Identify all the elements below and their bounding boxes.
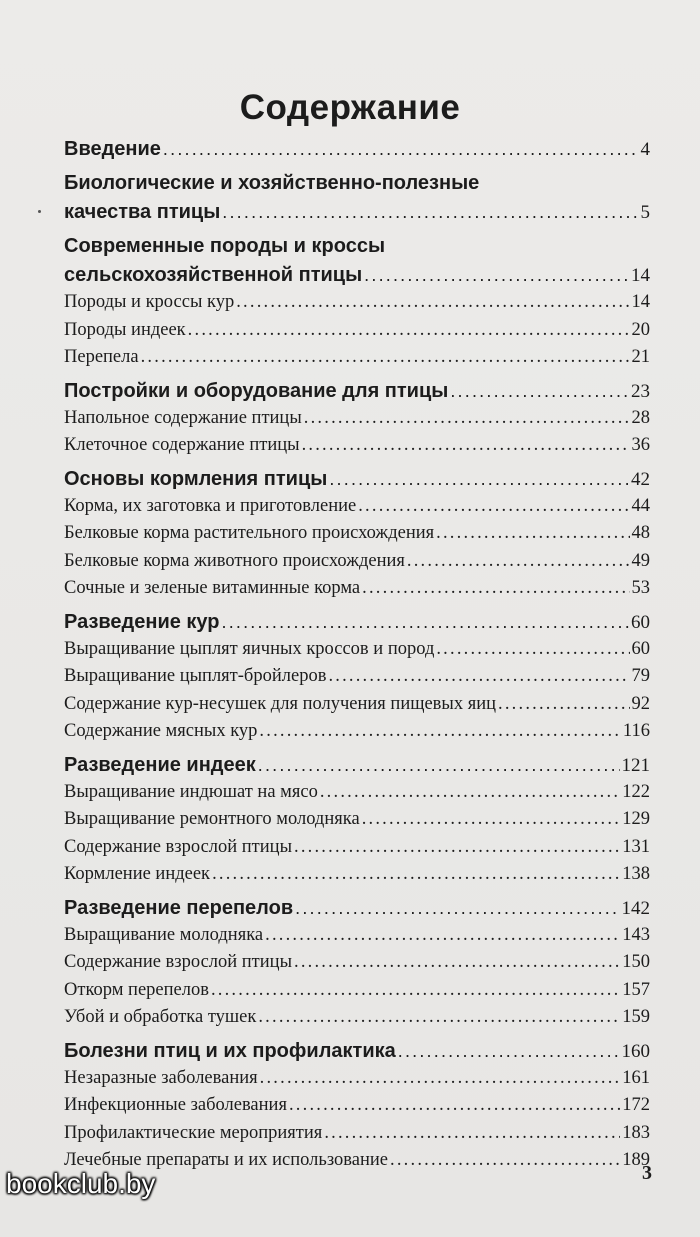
- toc-chapter-entry: [64, 608, 650, 636]
- toc-chapter-entry: [64, 751, 650, 779]
- dot-leader: [236, 289, 629, 317]
- toc-entry-label: Убой и обработка тушек: [64, 1007, 257, 1027]
- toc-entry-label: Введение: [64, 138, 161, 160]
- toc-page-number: 42: [631, 468, 650, 490]
- toc-entry-label: Белковые корма животного происхождения: [64, 550, 405, 571]
- toc-entry-label: Содержание кур-несушек для получения пищевых яиц: [64, 693, 497, 714]
- toc-section-entry: [64, 575, 650, 603]
- toc-chapter-entry: [64, 1037, 650, 1065]
- toc-page-number: 143: [622, 924, 650, 945]
- toc-section-entry: [64, 834, 650, 862]
- toc-page-number: 131: [622, 836, 650, 857]
- dot-leader: [302, 432, 630, 460]
- toc-entry-label: Лечебные препараты и их использование: [64, 1150, 389, 1170]
- toc-entry-label: качества птицы: [64, 201, 221, 223]
- toc-section-entry: [64, 861, 650, 889]
- dot-leader: [259, 718, 621, 746]
- dot-leader: [260, 1065, 621, 1093]
- toc-entry-label: Выращивание ремонтного молодняка: [64, 809, 360, 829]
- toc-section-entry: [64, 691, 650, 719]
- toc-entry-label: Разведение индеек: [64, 753, 256, 776]
- toc-entry-label: Корма, их заготовка и приготовление: [64, 495, 357, 516]
- toc-entry-label: Инфекционные заболевания: [64, 1095, 287, 1115]
- toc-section-entry: [64, 718, 650, 746]
- toc-page-number: 48: [631, 523, 650, 543]
- toc-page-number: 122: [622, 781, 650, 802]
- toc-page-number: 150: [622, 952, 650, 972]
- toc-page-number: 60: [631, 611, 650, 633]
- toc-section-entry: [64, 1065, 650, 1093]
- dot-leader: [390, 1147, 620, 1175]
- dot-leader: [141, 344, 630, 372]
- toc-entry-label: Клеточное содержание птицы: [64, 435, 300, 455]
- toc-page-number: 160: [621, 1040, 650, 1062]
- toc-entry-label: Белковые корма растительного происхождения: [64, 523, 435, 543]
- dot-leader: [436, 636, 629, 664]
- toc-page-number: 129: [622, 809, 650, 829]
- dot-leader: [304, 405, 630, 433]
- table-of-contents: [64, 130, 650, 1175]
- dot-leader: [265, 922, 620, 950]
- toc-section-entry: [64, 289, 650, 317]
- dot-leader: [329, 465, 629, 493]
- dot-leader: [222, 198, 638, 226]
- toc-entry-label: Профилактические мероприятия: [64, 1122, 323, 1143]
- toc-section-entry: [64, 977, 650, 1005]
- toc-page-number: 189: [622, 1150, 650, 1170]
- dot-leader: [258, 1004, 620, 1032]
- toc-section-entry: [64, 806, 650, 834]
- dot-leader: [212, 861, 620, 889]
- toc-page-number: 20: [631, 319, 650, 340]
- toc-section-entry: [64, 493, 650, 521]
- toc-entry-label: Породы индеек: [64, 319, 186, 340]
- toc-section-entry: [64, 779, 650, 807]
- toc-entry-label: Перепела: [64, 347, 139, 367]
- site-watermark: bookclub.by: [6, 1168, 156, 1199]
- toc-page-number: 21: [631, 347, 650, 367]
- toc-entry-label: Постройки и оборудование для птицы: [64, 379, 449, 402]
- toc-page-number: 183: [622, 1122, 650, 1143]
- toc-entry-label: сельскохозяйственной птицы: [64, 264, 363, 286]
- toc-page-number: 28: [631, 407, 650, 428]
- toc-entry-label: Содержание мясных кур: [64, 721, 258, 741]
- toc-page-number: 5: [640, 202, 650, 223]
- toc-section-entry: [64, 949, 650, 977]
- toc-chapter-entry: [64, 894, 650, 922]
- toc-chapter-entry: [64, 261, 650, 289]
- dot-leader: [498, 691, 629, 719]
- toc-page-number: 121: [621, 754, 650, 776]
- toc-page-number: 44: [631, 495, 650, 516]
- page-title: Содержание: [239, 88, 461, 127]
- toc-page-number: 14: [631, 292, 650, 312]
- dot-leader: [222, 608, 630, 636]
- print-speck: [38, 210, 41, 213]
- toc-entry-label: Содержание взрослой птицы: [64, 952, 292, 972]
- dot-leader: [294, 834, 620, 862]
- dot-leader: [328, 663, 629, 691]
- toc-section-entry: [64, 1004, 650, 1032]
- toc-chapter-entry: [64, 465, 650, 493]
- toc-section-entry: [64, 548, 650, 576]
- toc-section-entry: [64, 520, 650, 548]
- toc-chapter-entry: [64, 377, 650, 405]
- toc-entry-label: Выращивание молодняка: [64, 924, 264, 945]
- toc-page-number: 159: [622, 1007, 650, 1027]
- dot-leader: [258, 751, 620, 779]
- toc-page-number: 14: [631, 265, 650, 286]
- toc-page-number: 142: [621, 897, 650, 919]
- dot-leader: [362, 806, 621, 834]
- toc-page-number: 79: [631, 666, 650, 686]
- toc-chapter-title-line: Современные породы и кроссы: [64, 235, 386, 257]
- toc-chapter-title-line: Биологические и хозяйственно-полезные: [64, 172, 480, 194]
- toc-page-number: 161: [622, 1067, 650, 1088]
- toc-entry-label: Разведение перепелов: [64, 896, 294, 919]
- dot-leader: [163, 135, 639, 163]
- toc-entry-label: Разведение кур: [64, 610, 220, 633]
- toc-entry-label: Болезни птиц и их профилактика: [64, 1039, 396, 1062]
- toc-section-entry: [64, 922, 650, 950]
- toc-chapter-entry: [64, 198, 650, 226]
- toc-page-number: 23: [631, 380, 650, 402]
- dot-leader: [320, 779, 620, 807]
- dot-leader: [211, 977, 620, 1005]
- toc-page-number: 49: [631, 550, 650, 571]
- dot-leader: [295, 894, 619, 922]
- dot-leader: [450, 377, 629, 405]
- toc-entry-label: Незаразные заболевания: [64, 1067, 258, 1088]
- toc-page-number: 138: [622, 864, 650, 884]
- dot-leader: [364, 261, 629, 289]
- toc-entry-label: Напольное содержание птицы: [64, 407, 302, 428]
- toc-section-entry: [64, 432, 650, 460]
- dot-leader: [407, 548, 630, 576]
- toc-page-number: 4: [640, 139, 650, 160]
- dot-leader: [398, 1037, 620, 1065]
- toc-section-entry: [64, 344, 650, 372]
- dot-leader: [324, 1120, 620, 1148]
- toc-section-entry: [64, 317, 650, 345]
- toc-entry-label: Откорм перепелов: [64, 979, 209, 1000]
- toc-section-entry: [64, 1120, 650, 1148]
- dot-leader: [188, 317, 630, 345]
- toc-entry-label: Основы кормления птицы: [64, 467, 328, 490]
- toc-chapter-entry: [64, 135, 650, 163]
- dot-leader: [294, 949, 620, 977]
- toc-page-number: 172: [622, 1095, 650, 1115]
- toc-entry-label: Сочные и зеленые витаминные корма: [64, 578, 361, 598]
- toc-page-number: 36: [631, 435, 650, 455]
- toc-page-number: 60: [631, 638, 650, 659]
- dot-leader: [358, 493, 629, 521]
- toc-section-entry: [64, 1092, 650, 1120]
- toc-page-number: 53: [631, 578, 650, 598]
- toc-entry-label: Кормление индеек: [64, 864, 211, 884]
- toc-entry-label: Выращивание цыплят яичных кроссов и пород: [64, 638, 435, 659]
- dot-leader: [362, 575, 629, 603]
- toc-page-number: 116: [622, 721, 650, 741]
- dot-leader: [289, 1092, 620, 1120]
- toc-section-entry: [64, 405, 650, 433]
- toc-section-entry: [64, 636, 650, 664]
- toc-entry-label: Выращивание индюшат на мясо: [64, 781, 318, 802]
- toc-entry-label: Породы и кроссы кур: [64, 292, 235, 312]
- toc-section-entry: [64, 663, 650, 691]
- page-number: 3: [642, 1162, 652, 1184]
- toc-entry-label: Содержание взрослой птицы: [64, 836, 292, 857]
- toc-page-number: 92: [631, 693, 650, 714]
- dot-leader: [436, 520, 629, 548]
- toc-page-number: 157: [622, 979, 650, 1000]
- toc-entry-label: Выращивание цыплят-бройлеров: [64, 666, 327, 686]
